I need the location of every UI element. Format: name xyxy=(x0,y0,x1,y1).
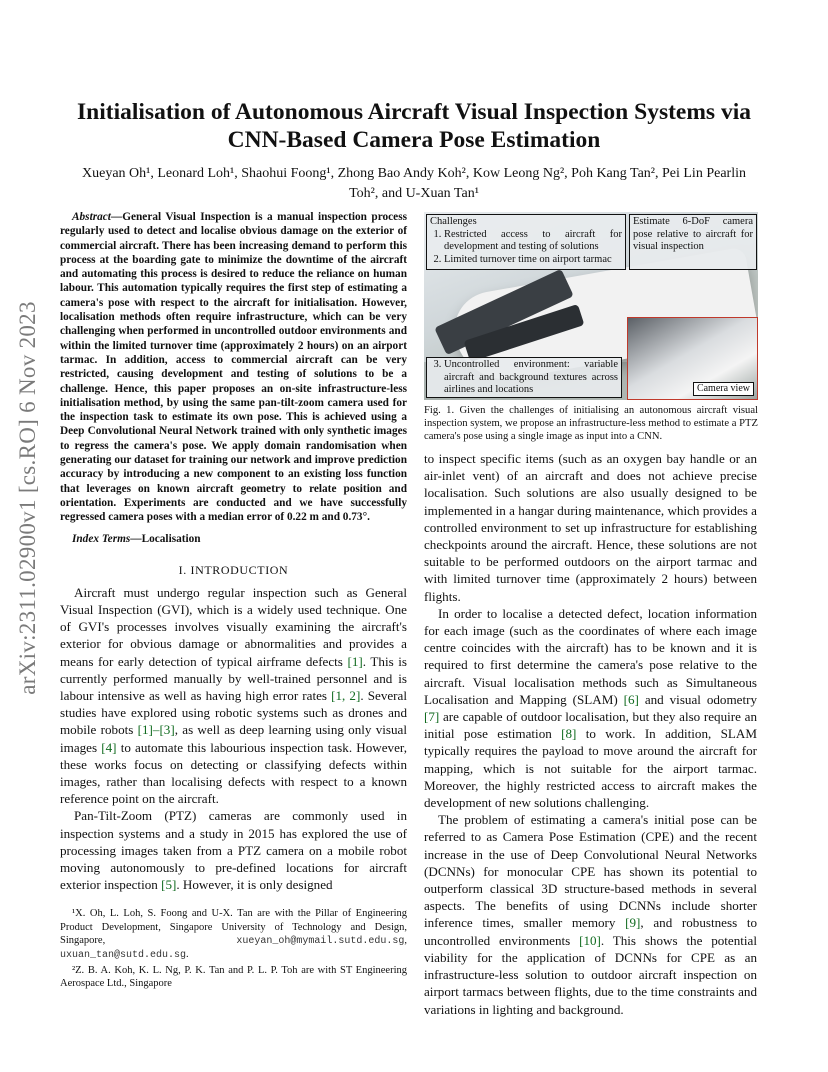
citation-link[interactable]: [9] xyxy=(625,915,641,931)
paper-title xyxy=(60,98,768,154)
citation-link[interactable]: [6] xyxy=(623,691,639,707)
left-column xyxy=(60,210,407,991)
intro-paragraph-2: Pan-Tilt-Zoom (PTZ) cameras are commonly used in inspection systems and a study in 2015 has explored the use of processing images taken from a PTZ camera on a mobile robot moving autonomously to pre-defined locations for aircraft exterior inspection [5]. However, it is only designed xyxy=(60,808,407,893)
citation-link[interactable]: [4] xyxy=(101,739,117,755)
citation-link[interactable]: [1, 2] xyxy=(331,687,361,703)
abstract-text: —General Visual Inspection is a manual inspection process regularly used to detect and localise obvious damage on the exterior of commercial aircraft. There has been increasing demand to perform this process at the boarding gate to minimize the downtime of the aircraft and automating this process is desired to reduce the reliance on human labour. This automation typically requires the first step of estimating a camera's pose with respect to the aircraft for initialisation. However, localisation methods often require infrastructure, which can be very challenging when performed in uncontrolled outdoor environments and within the limited turnover time (approximately 2 hours) on an airport tarmac. In addition, access to commercial aircraft can be very restricted, causing development and testing of solutions to be a challenge. Hence, this paper proposes an on-site infrastructure-less initialisation method, by using the same pan-tilt-zoom camera used for the inspection task to estimate its own pose. This is achieved using a Deep Convolutional Neural Network trained with only synthetic images to regress the camera's pose. We apply domain randomisation when generating our dataset for training our network and improve prediction accuracy by introducing a new component to an existing loss function that leverages on known aircraft geometry to relate position and orientation. Experiments are conducted and we have successfully regressed camera poses with a median error of 0.22 m and 0.73°. xyxy=(60,211,407,524)
email-link[interactable]: uxuan_tan@sutd.edu.sg xyxy=(60,950,187,961)
index-terms-label: Index Terms xyxy=(72,532,131,545)
footnote-1: ¹X. Oh, L. Loh, S. Foong and U-X. Tan are with the Pillar of Engineering Product Development, Singapore University of Technology and Design, Singapore, xueyan_oh@mymail.sutd.edu.sg, uxuan_tan@sutd.edu.sg. xyxy=(60,908,407,961)
index-terms-text: —Localisation xyxy=(130,532,201,545)
right-column xyxy=(424,450,757,1018)
author-list: Xueyan Oh¹, Leonard Loh¹, Shaohui Foong¹, Zhong Bao Andy Koh², Kow Leong Ng², Poh Kang Tan², Pei Lin Pearlin Toh², and U-Xuan Tan¹ xyxy=(82,166,746,201)
title-line-2: CNN-Based Camera Pose Estimation xyxy=(227,127,601,153)
abstract xyxy=(60,210,407,525)
section-heading-introduction: I. INTRODUCTION xyxy=(178,562,289,577)
environment-box xyxy=(426,357,622,398)
challenges-list xyxy=(430,229,622,267)
challenges-list-continued xyxy=(430,359,618,397)
challenge-item: 3. Uncontrolled environment: variable aircraft and background textures across airlines and locations xyxy=(444,359,618,397)
figure-1 xyxy=(424,212,758,400)
arxiv-stamp: arXiv:2311.02900v1 [cs.RO] 6 Nov 2023 xyxy=(15,300,41,695)
right-paragraph-2: In order to localise a detected defect, location information for each image (such as the coordinates of where each image centre coincides with the aircraft) has to be known and it is required to first determine the camera's pose relative to the aircraft. Visual localisation methods such as Simultaneous Localisation and Mapping (SLAM) [6] and visual odometry [7] are capable of outdoor localisation, but they also require an initial pose estimation [8] to work. In addition, SLAM typically requires the payload to move around the aircraft for mapping, which is not suitable for the airport tarmac. Moreover, the highly restricted access to aircraft makes the development of new solutions challenging. xyxy=(424,605,758,811)
citation-link[interactable]: [1] xyxy=(347,653,363,669)
citation-link[interactable]: [8] xyxy=(561,726,577,742)
footnote-2: ²Z. B. A. Koh, K. L. Ng, P. K. Tan and P. L. P. Toh are with ST Engineering Aerospace Ltd., Singapore xyxy=(60,965,407,990)
challenges-title: Challenges xyxy=(430,216,477,227)
camera-view-inset xyxy=(627,317,758,400)
email-link[interactable]: xueyan_oh@mymail.sutd.edu.sg xyxy=(236,935,405,947)
title-line-1: Initialisation of Autonomous Aircraft Visual Inspection Systems via xyxy=(77,99,751,125)
challenges-box xyxy=(426,214,626,270)
citation-link[interactable]: [10] xyxy=(579,932,601,948)
index-terms xyxy=(60,532,407,546)
challenge-item: 1. Restricted access to aircraft for development and testing of solutions xyxy=(444,229,622,254)
abstract-label: Abstract xyxy=(72,211,111,223)
citation-link[interactable]: [1]–[3] xyxy=(137,722,175,738)
estimate-pose-box: Estimate 6-DoF camera pose relative to aircraft for visual inspection xyxy=(629,214,757,270)
camera-view-label: Camera view xyxy=(693,382,754,396)
figure-caption: Fig. 1. Given the challenges of initialising an autonomous aircraft visual inspection system, we propose an infrastructure-less method to estimate a PTZ camera's pose using a single image as input into a CNN. xyxy=(424,405,758,442)
citation-link[interactable]: [7] xyxy=(424,709,440,725)
intro-paragraph-1: Aircraft must undergo regular inspection such as General Visual Inspection (GVI), which is a widely used technique. One of GVI's processes involves visually examining the aircraft's exterior for obvious damage or abnormalities and provides a means for early detection of typical airframe defects [1]. This is currently performed manually by well-trained personnel and is labour intensive as well as having high error rates [1, 2]. Several studies have explored using robotic systems such as drones and mobile robots [1]–[3], as well as deep learning using only visual images [4] to automate this labourious inspection task. However, these works focus on detecting or classifying defects within images, rather than localising defects with respect to a known reference point on the aircraft. xyxy=(60,584,407,807)
challenge-item: 2. Limited turnover time on airport tarmac xyxy=(444,254,622,267)
right-paragraph-1: to inspect specific items (such as an oxygen bay handle or an air-inlet vent) of an aircraft and does not achieve precise localisation. Such solutions are also usually designed to be implemented in a hangar during maintenance, which provides a controlled environment to set up infrastructure for establishing checkpoints around the aircraft. Hence, these solutions are not suitable to be performed outdoors on the airport tarmac and with limited turnover time (approximately 2 hours) between flights. xyxy=(424,451,757,604)
right-paragraph-3: The problem of estimating a camera's initial pose can be referred to as Camera Pose Estimation (CPE) and the recent increase in the use of Deep Convolutional Neural Networks (DCNNs) for monocular CPE has shown its potential to outperform classical 3D structure-based methods in several aspects. The benefits of using DCNNs include shorter inference times, smaller memory [9], and robustness to uncontrolled environments [10]. This shows the potential viability for the application of DCNNs for CPE as an infrastructure-less solution to outdoor aircraft inspection on airport tarmacs between flights, due to the time constraints and variations in lighting and background. xyxy=(424,812,758,1017)
citation-link[interactable]: [5] xyxy=(161,877,177,893)
